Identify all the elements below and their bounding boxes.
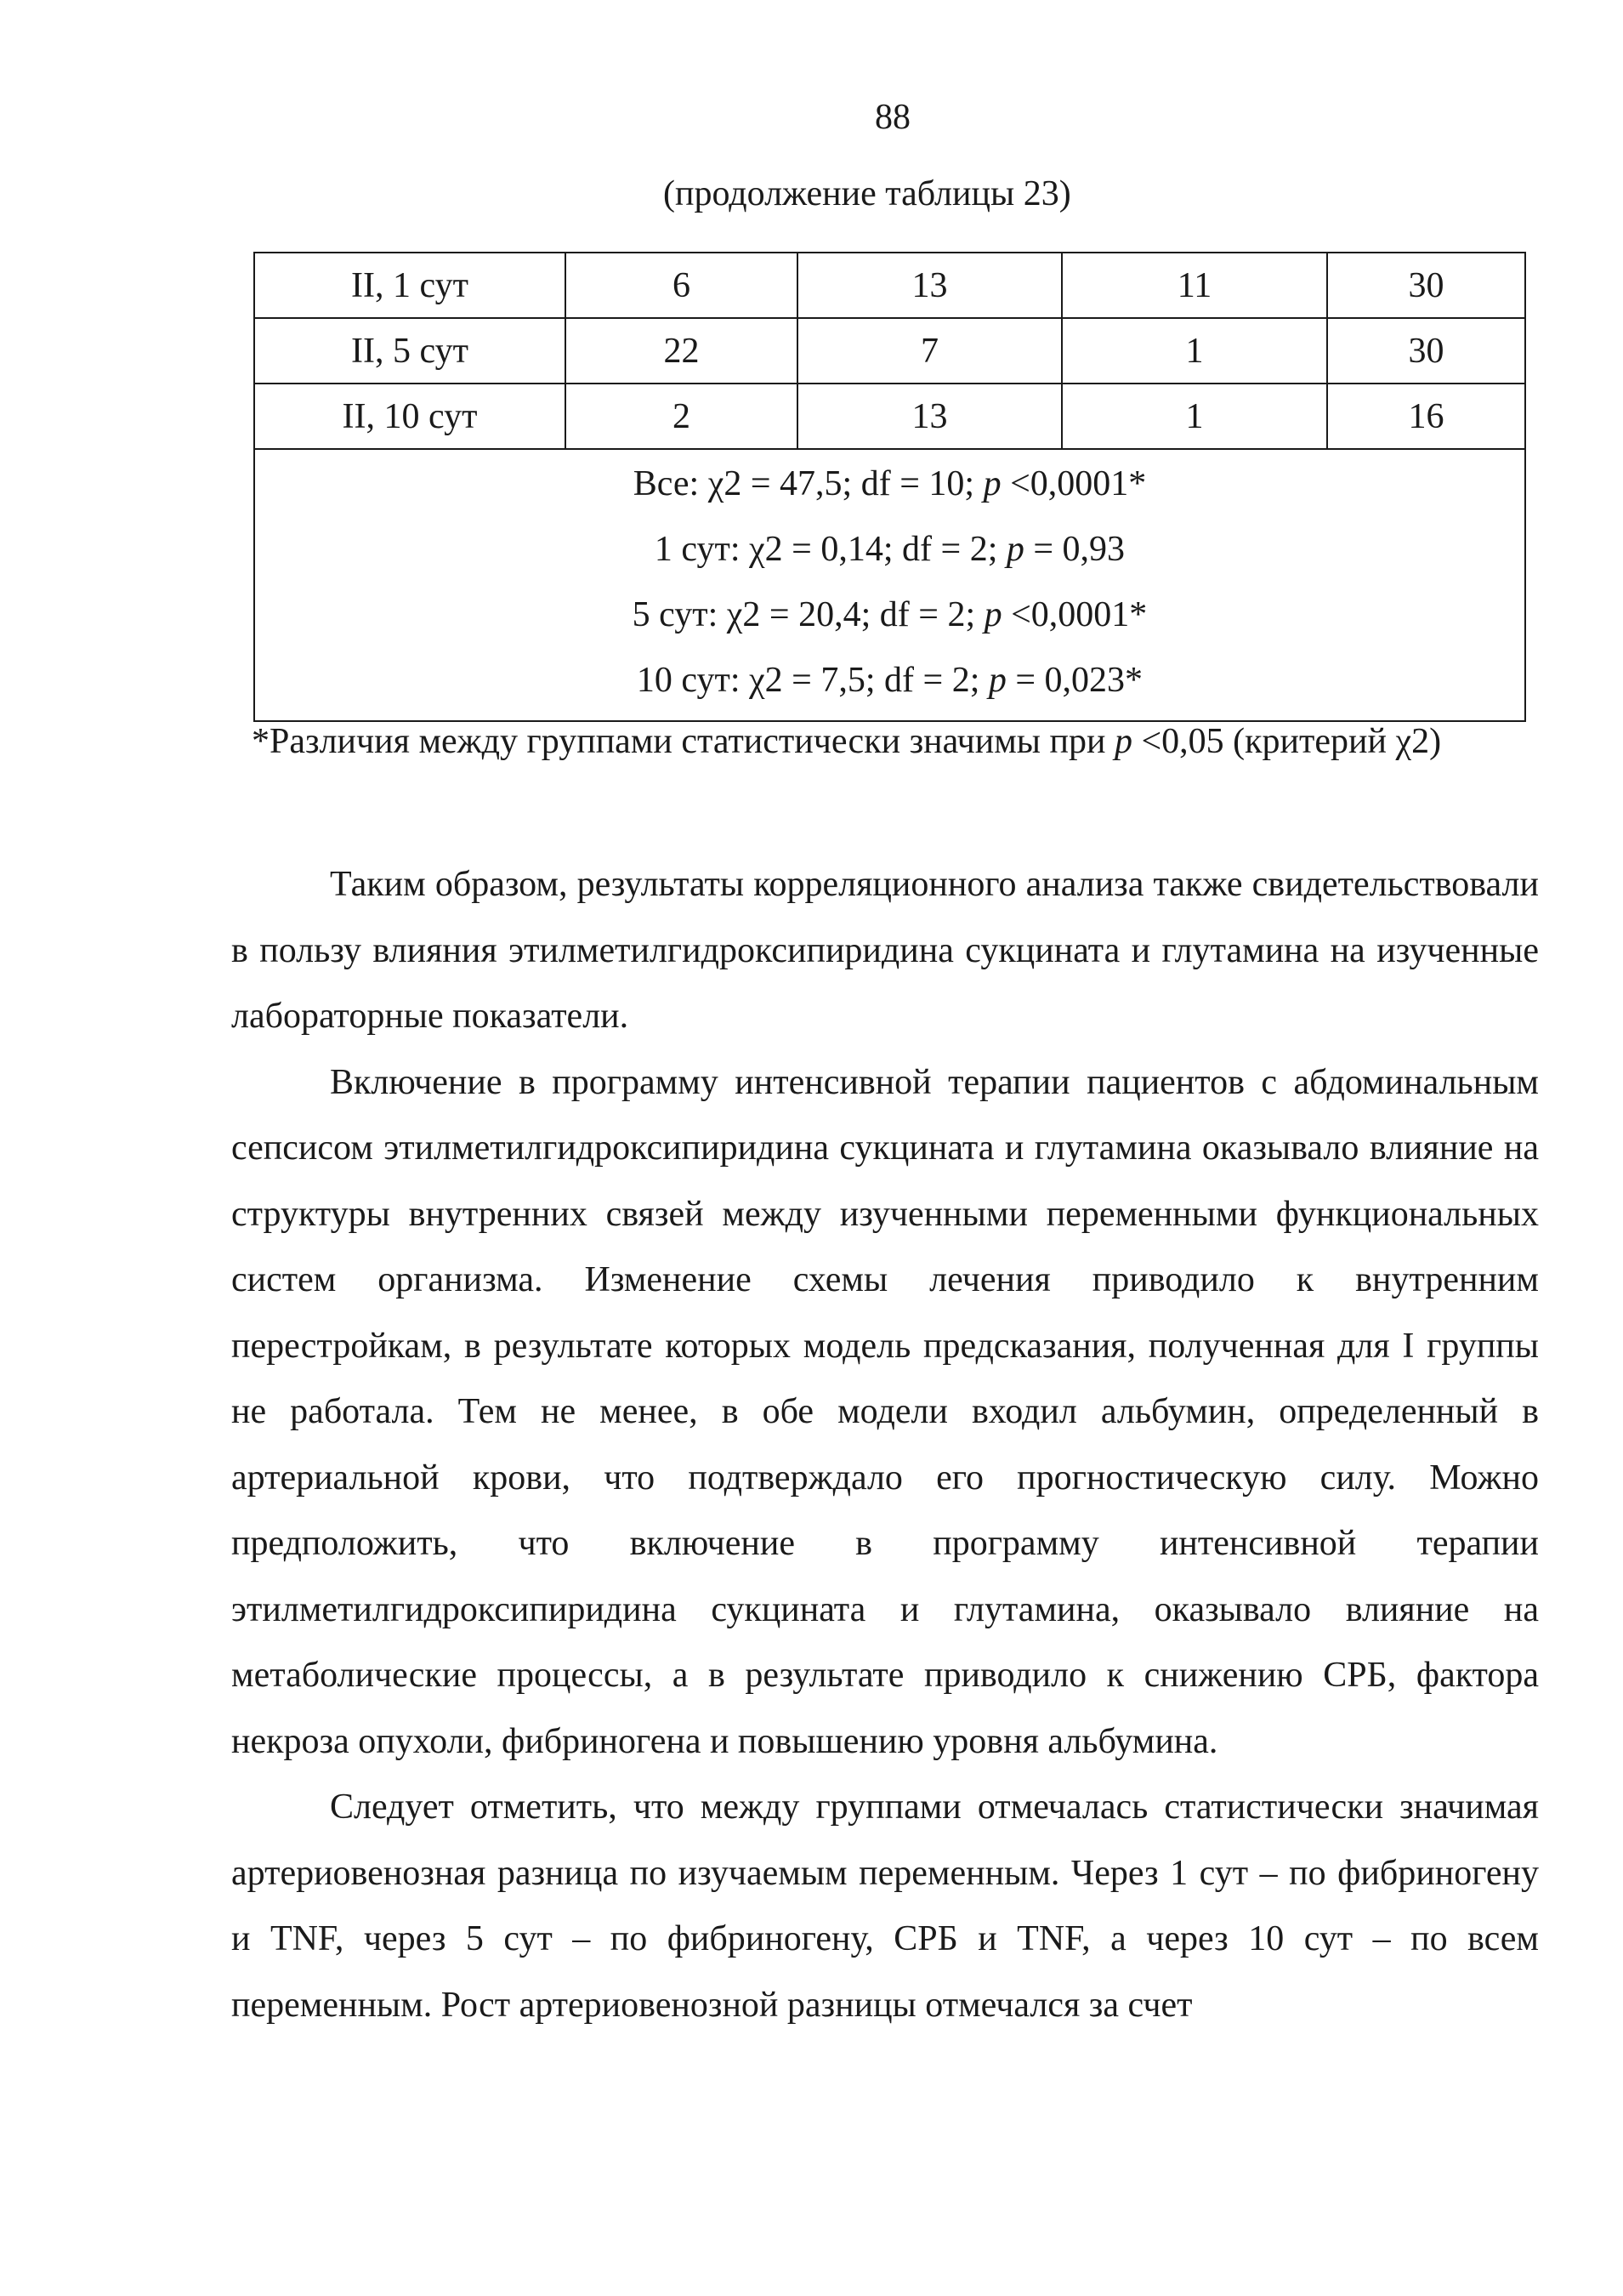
stats-line-day-10: 10 сут: χ2 = 7,5; df = 2; p = 0,023* [636, 661, 1143, 700]
table-cell: 11 [1062, 253, 1327, 318]
stats-line-all: Все: χ2 = 47,5; df = 10; p <0,0001* [633, 464, 1147, 503]
table-cell: 13 [797, 384, 1062, 449]
table-cell: 2 [565, 384, 797, 449]
stats-cell [254, 449, 1525, 721]
table-cell: 7 [797, 318, 1062, 384]
table-row [254, 253, 1525, 318]
stats-line-day-1: 1 сут: χ2 = 0,14; df = 2; p = 0,93 [654, 530, 1126, 569]
table-cell: 30 [1327, 318, 1525, 384]
table-caption: (продолжение таблицы 23) [663, 174, 1071, 213]
table-cell: 1 [1062, 384, 1327, 449]
data-table [253, 252, 1526, 722]
table-cell: 22 [565, 318, 797, 384]
table-row [254, 318, 1525, 384]
table-cell: 1 [1062, 318, 1327, 384]
table-cell: 30 [1327, 253, 1525, 318]
table-cell: II, 1 сут [254, 253, 565, 318]
table-cell: 16 [1327, 384, 1525, 449]
table-footnote: *Различия между группами статистически значимы при p <0,05 (критерий χ2) [252, 722, 1442, 761]
stats-line-day-5: 5 сут: χ2 = 20,4; df = 2; p <0,0001* [632, 595, 1148, 634]
stats-row [254, 449, 1525, 721]
paragraph: Включение в программу интенсивной терапии пациентов с абдоминальным сепсисом этилметилгидроксипиридина сукцината и глутамина оказывало влияние на структуры внутренних связей между изученными переменными функциональных систем организма. Изменение схемы лечения приводило к внутренним перестройкам, в результате которых модель предсказания, полученная для I группы не работала. Тем не менее, в обе модели входил альбумин, определенный в артериальной крови, что подтверждало его прогностическую силу. Можно предположить, что включение в программу интенсивной терапии этилметилгидроксипиридина сукцината и глутамина, оказывало влияние на метаболические процессы, а в результате приводило к снижению СРБ, фактора некроза опухоли, фибриногена и повышению уровня альбумина. [231, 1062, 1539, 1761]
page-number: 88 [875, 98, 911, 137]
paragraph: Следует отметить, что между группами отмечалась статистически значимая артериовенозная разница по изучаемым переменным. Через 1 сут – по фибриногену и TNF, через 5 сут – по фибриногену, СРБ и TNF, а через 10 сут – по всем переменным. Рост артериовенозной разницы отмечался за счет [231, 1787, 1539, 2025]
table-cell: 13 [797, 253, 1062, 318]
table-cell: 6 [565, 253, 797, 318]
paragraph: Таким образом, результаты корреляционного анализа также свидетельствовали в пользу влияния этилметилгидроксипиридина сукцината и глутамина на изученные лабораторные показатели. [231, 865, 1539, 1036]
body-text [231, 852, 1539, 2038]
table-cell: II, 5 сут [254, 318, 565, 384]
table-row [254, 384, 1525, 449]
table-cell: II, 10 сут [254, 384, 565, 449]
